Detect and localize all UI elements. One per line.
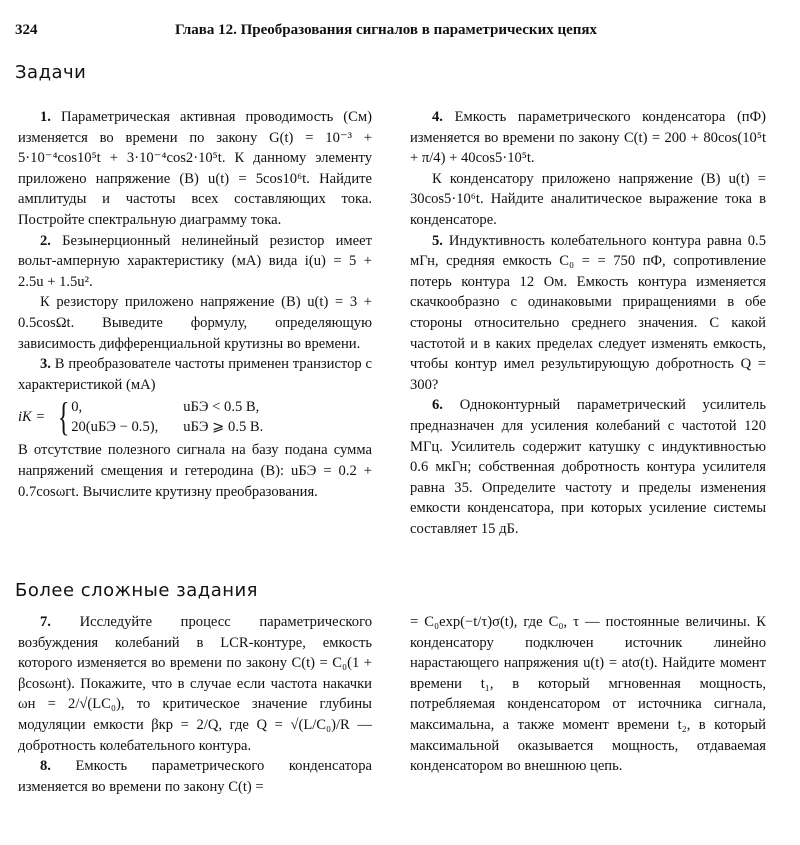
- problem-8-continued: = C₀exp(−t/τ)σ(t), где C₀, τ — постоянные величины. К конденсатору подключен источник линейно нарастающего напряжения u(t) = atσ(t). Найдите момент времени t₁, в который мгновенная мощность, потребляемая конденсатором от источника сигнала, максимальна, а также момент времени t₂, в который максимальной оказывается мощность, отдаваемая конденсатором во внешнюю цепь.: [410, 614, 766, 775]
- case-1-value: 0,: [71, 399, 83, 416]
- problem-2-continued: К резистору приложено напряжение (В) u(t) = 3 + 0.5cosΩt. Выведите формулу, определяющую зависимость дифференциальной крутизны во времени.: [18, 294, 372, 352]
- brace-glyph: {: [57, 394, 70, 440]
- problem-3: 3. В преобразователе частоты применен транзистор с характеристикой (мА): [18, 356, 373, 393]
- page-header: [15, 22, 785, 42]
- piecewise-lhs: iК =: [18, 409, 46, 426]
- problem-3-continued: В отсутствие полезного сигнала на базу подана сумма напряжений смещения и гетеродина (В): uБЭ = 0.2 + 0.7cosωгt. Вычислите крутизну преобразования.: [18, 442, 372, 500]
- problem-1: 1. Параметрическая активная проводимость (См) изменяется во времени по закону G(t) = 10⁻³ + 5·10⁻⁴cos10⁵t + 3·10⁻⁴cos2·10⁵t. К данному элементу приложено напряжение (В) u(t) = 5cos10⁶t. Найдите амплитуды и частоты всех составляющих тока. Постройте спектральную диаграмму тока.: [18, 109, 372, 228]
- right-column-tasks: [410, 107, 766, 539]
- chapter-title: Глава 12. Преобразования сигналов в параметрических цепях: [175, 22, 598, 38]
- problem-8: 8. Емкость параметрического конденсатора изменяется во времени по закону C(t) =: [18, 758, 372, 795]
- section-heading-tasks: Задачи: [15, 62, 87, 83]
- case-1-condition: uБЭ < 0.5 В,: [183, 399, 260, 416]
- section-heading-advanced: Более сложные задания: [15, 580, 259, 601]
- piecewise-formula: [18, 394, 372, 440]
- right-column-advanced: [410, 612, 766, 777]
- case-2-value: 20(uБЭ − 0.5),: [71, 419, 159, 436]
- left-column-advanced: [18, 612, 372, 797]
- case-2-condition: uБЭ ⩾ 0.5 В.: [183, 419, 264, 436]
- problem-2: 2. Безынерционный нелинейный резистор имеет вольт-амперную характеристику (мА) вида i(u) = 5 + 2.5u + 1.5u².: [18, 232, 372, 290]
- page-number: 324: [15, 22, 38, 38]
- problem-6: 6. Одноконтурный параметрический усилитель предназначен для усиления колебаний с частотой 120 МГц. Усилитель содержит катушку с индуктивностью 0.6 мкГн; собственная добротность контура усилителя равна 35. Определите частоту и пределы изменения емкости конденсатора, при которых усиление системы составляет 15 дБ.: [410, 397, 766, 537]
- left-column-tasks: [18, 107, 372, 502]
- problem-5: 5. Индуктивность колебательного контура равна 0.5 мГн, средняя емкость C₀ = = 750 пФ, сопротивление потерь контура 12 Ом. Емкость контура изменяется скачкообразно с одинаковыми приращениями в обе стороны относительно среднего значения. С какой частотой и в каких пределах следует изменять емкость, чтобы контур имел результирующую добротность Q = 300?: [410, 232, 766, 393]
- problem-4-continued: К конденсатору приложено напряжение (В) u(t) = 30cos5·10⁶t. Найдите аналитическое выражение тока в конденсаторе.: [410, 170, 766, 228]
- problem-7: 7. Исследуйте процесс параметрического возбуждения колебаний в LCR-контуре, емкость которого изменяется во времени по закону C(t) = C₀(1 + βcosωнt). Покажите, что в случае если частота накачки ωн = 2/√(LC₀), то критическое значение глубины модуляции емкости βкр = 2/Q, где Q = √(L/C₀)/R — добротность колебательного контура.: [18, 614, 372, 754]
- problem-4: 4. Емкость параметрического конденсатора (пФ) изменяется во времени по закону C(t) = 200 + 80cos(10⁵t + π/4) + 40cos5·10⁵t.: [410, 109, 766, 167]
